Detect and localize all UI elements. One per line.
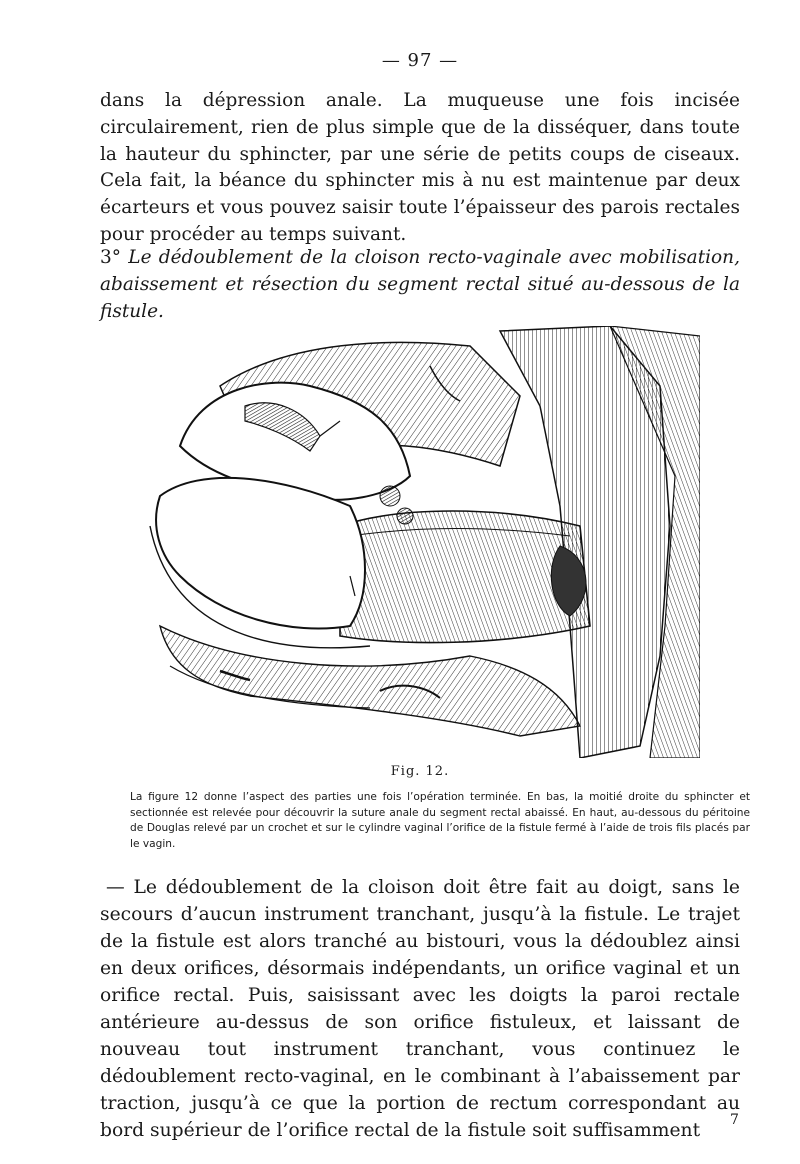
page-number: — 97 — (381, 50, 459, 71)
signature-mark: 7 (730, 1112, 739, 1128)
figure-label: Fig. 12. (390, 764, 450, 779)
anatomical-illustration (140, 326, 700, 758)
paragraph-bottom (100, 874, 740, 1144)
section-heading (100, 244, 740, 325)
section-number: 3° (100, 247, 122, 268)
section-title: Le dédoublement de la cloison recto-vaginale avec mobilisation, abaissement et résection du segment rectal situé au-dessous de la fistule. (100, 247, 740, 322)
engraving-drawing (140, 326, 700, 758)
figure-caption: La figure 12 donne l’aspect des parties une fois l’opération terminée. En bas, la moitié droite du sphincter et sectionnée est relevée pour découvrir la suture anale du segment rectal abaissé. En haut, au-dessous du péritoine de Douglas relevé par un crochet et sur le cylindre vaginal l’orifice de la fistule fermé à l’aide de trois fils placés par le vagin. (130, 791, 750, 850)
paragraph-bottom-text: — Le dédoublement de la cloison doit être fait au doigt, sans le secours d’aucun instrument tranchant, jusqu’à la fistule. Le trajet de la fistule est alors tranché au bistouri, vous la dédoublez ainsi en deux orifices, désormais indépendants, un orifice vaginal et un orifice rectal. Puis, saisissant avec les doigts la paroi rectale antérieure au-dessus de son orifice fistuleux, et laissant de nouveau tout instrument tranchant, vous continuez le dédoublement recto-vaginal, en le combinant à l’abaissement par traction, jusqu’à ce que la portion de rectum correspondant au bord supérieur de l’orifice rectal de la fistule soit suffisamment (100, 877, 740, 1141)
paragraph-top-text: dans la dépression anale. La muqueuse une fois incisée circulairement, rien de plus simple que de la disséquer, dans toute la hauteur du sphincter, par une série de petits coups de ciseaux. Cela fait, la béance du sphincter mis à nu est maintenue par deux écarteurs et vous pouvez saisir toute l’épaisseur des parois rectales pour procéder au temps suivant. (100, 90, 740, 245)
paragraph-top (100, 88, 740, 249)
